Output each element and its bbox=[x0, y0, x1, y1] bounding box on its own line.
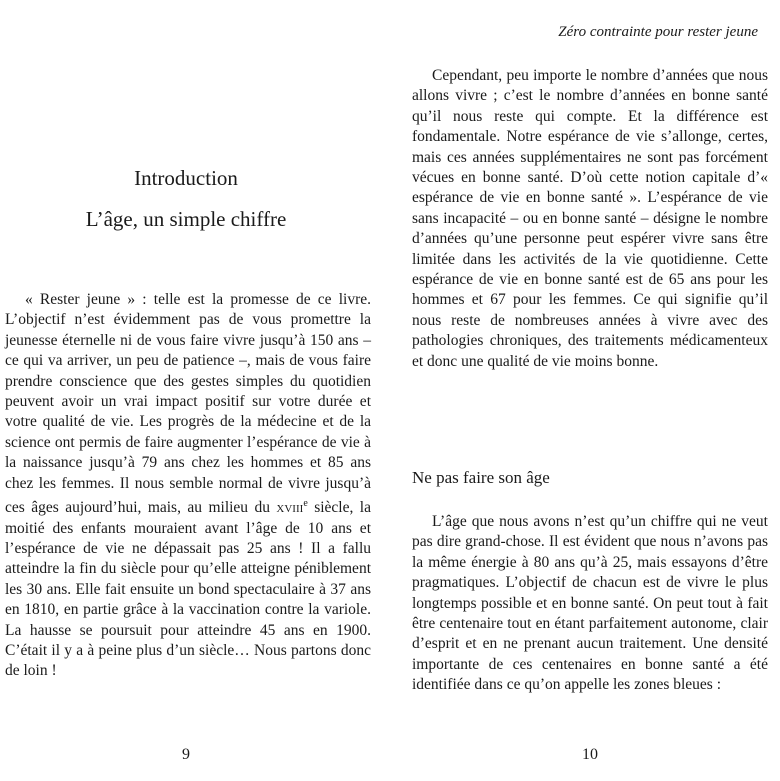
right-page bbox=[390, 0, 780, 781]
intro-body bbox=[5, 290, 371, 682]
body-paragraph-2: L’âge que nous avons n’est qu’un chiffre qui ne veut pas dire grand-chose. Il est évident que nous n’avons pas la même énergie à 80 ans qu’à 25, mais essayons d’être pragmatiques. L’objectif de chacun est de vivre le plus longtemps possible et en bonne santé. On peut tout à fait être centenaire tout en étant parfaitement autonome, clair d’esprit et en ne prenant aucun traitement. Une densité importante de ces centenaires en bonne santé a été identifiée dans ce qu’on appelle les zones bleues : bbox=[412, 513, 768, 694]
intro-paragraph-part1: « Rester jeune » : telle est la promesse de ce livre. L’objectif n’est évidemment pas de vous promettre la jeunesse éternelle ni de vous faire vivre jusqu’à 150 ans – ce qui va arriver, un peu de patience –, mais de vous faire prendre conscience que des gestes simples du quotidien peuvent avoir un vrai impact positif sur votre durée et votre qualité de vie. Les progrès de la médecine et de la science ont permis de faire augmenter l’espérance de vie à la naissance jusqu’à 79 ans chez les hommes et 85 ans chez les femmes. Il nous semble normal de vivre jusqu’à ces âges aujourd’hui, mais, au milieu du bbox=[5, 291, 371, 517]
body-section-1 bbox=[412, 66, 768, 372]
intro-paragraph-part2: siècle, la moitié des enfants mouraient avant l’âge de 10 ans et l’espérance de vie ne dépassait pas 25 ans ! Il a fallu atteindre la fin du siècle pour qu’elle atteigne péniblement les 30 ans. Elle fait ensuite un bond spectaculaire à 37 ans en 1810, en partie grâce à la vaccination contre la variole. La hausse se poursuit pour atteindre 45 ans en 1900. C’était il y a à peine plus d’un siècle… Nous partons donc de loin ! bbox=[5, 499, 371, 680]
century-numeral: xviii bbox=[276, 499, 304, 517]
page-number-left: 9 bbox=[182, 746, 190, 763]
century-suffix: e bbox=[303, 498, 308, 510]
chapter-title: Introduction bbox=[134, 166, 238, 190]
body-section-2 bbox=[412, 512, 768, 696]
body-paragraph-1: Cependant, peu importe le nombre d’années que nous allons vivre ; c’est le nombre d’années en bonne santé qu’il nous reste qui compte. Et la différence est fondamentale. Notre espérance de vie s’allonge, certes, mais ces années supplémentaires ne sont pas forcément vécues en bonne santé. D’où cette notion capitale d’« espérance de vie en bonne santé ». L’espérance de vie sans incapacité – ou en bonne santé – désigne le nombre d’années qu’une personne peut espérer vivre sans être limitée dans les activités de la vie quotidienne. Cette espérance de vie en bonne santé est de 65 ans pour les hommes et 67 pour les femmes. Ce qui signifie qu’il nous reste de nombreuses années à vivre avec des pathologies chroniques, des traitements médicamenteux et donc une qualité de vie moins bonne. bbox=[412, 67, 768, 370]
running-head: Zéro contrainte pour rester jeune bbox=[558, 24, 758, 40]
intro-paragraph bbox=[5, 290, 371, 682]
page-number-right: 10 bbox=[582, 746, 598, 763]
section-heading: Ne pas faire son âge bbox=[412, 468, 550, 487]
chapter-subtitle: L’âge, un simple chiffre bbox=[85, 207, 287, 231]
